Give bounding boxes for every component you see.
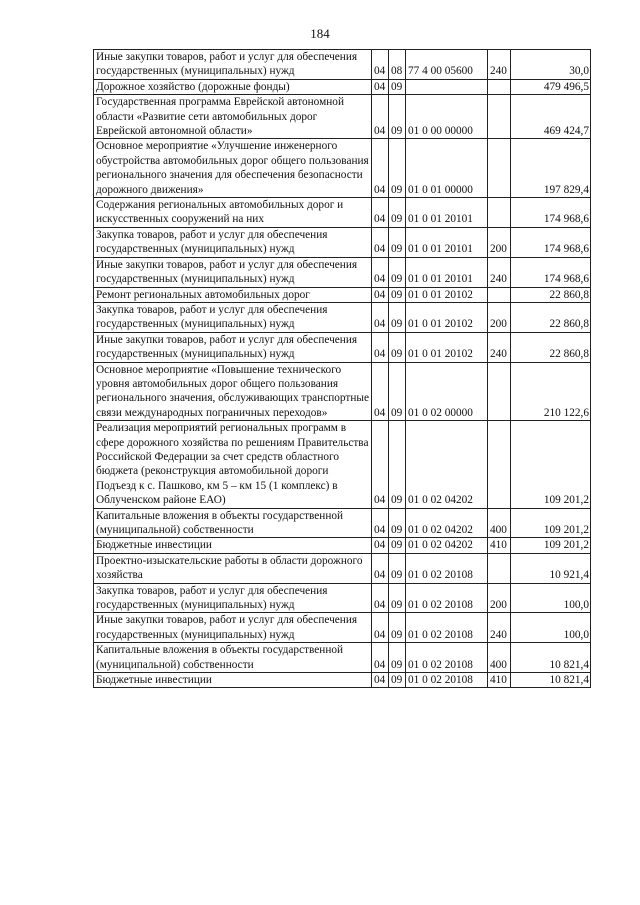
podrazdel-cell: 09 bbox=[389, 613, 406, 643]
expense-type-cell bbox=[488, 139, 511, 198]
expense-type-cell bbox=[488, 287, 511, 302]
razdel-cell: 04 bbox=[372, 227, 389, 257]
expense-type-cell bbox=[488, 79, 511, 94]
expense-name-cell: Государственная программа Еврейской автономной области «Развитие сети автомобильных дорог Еврейской автономной области» bbox=[94, 95, 372, 139]
podrazdel-cell: 09 bbox=[389, 553, 406, 583]
expense-type-cell: 240 bbox=[488, 613, 511, 643]
amount-cell: 174 968,6 bbox=[511, 257, 591, 287]
expense-type-cell: 200 bbox=[488, 302, 511, 332]
amount-cell: 109 201,2 bbox=[511, 421, 591, 508]
razdel-cell: 04 bbox=[372, 673, 389, 688]
podrazdel-cell: 09 bbox=[389, 538, 406, 553]
expense-name-cell: Закупка товаров, работ и услуг для обеспечения государственных (муниципальных) нужд bbox=[94, 302, 372, 332]
table-row bbox=[94, 643, 591, 673]
amount-cell: 469 424,7 bbox=[511, 95, 591, 139]
podrazdel-cell: 09 bbox=[389, 583, 406, 613]
table-row bbox=[94, 79, 591, 94]
amount-cell: 10 821,4 bbox=[511, 673, 591, 688]
podrazdel-cell: 09 bbox=[389, 227, 406, 257]
target-article-cell: 01 0 02 00000 bbox=[406, 362, 488, 421]
amount-cell: 22 860,8 bbox=[511, 302, 591, 332]
razdel-cell: 04 bbox=[372, 362, 389, 421]
expense-name-cell: Содержания региональных автомобильных дорог и искусственных сооружений на них bbox=[94, 198, 372, 228]
amount-cell: 174 968,6 bbox=[511, 227, 591, 257]
expense-name-cell: Иные закупки товаров, работ и услуг для обеспечения государственных (муниципальных) нужд bbox=[94, 257, 372, 287]
target-article-cell: 77 4 00 05600 bbox=[406, 50, 488, 80]
razdel-cell: 04 bbox=[372, 198, 389, 228]
razdel-cell: 04 bbox=[372, 139, 389, 198]
table-row bbox=[94, 257, 591, 287]
table-row bbox=[94, 227, 591, 257]
expense-name-cell: Иные закупки товаров, работ и услуг для обеспечения государственных (муниципальных) нужд bbox=[94, 332, 372, 362]
expense-type-cell bbox=[488, 553, 511, 583]
table-row bbox=[94, 538, 591, 553]
target-article-cell: 01 0 01 20101 bbox=[406, 257, 488, 287]
target-article-cell: 01 0 02 20108 bbox=[406, 643, 488, 673]
expense-type-cell: 410 bbox=[488, 538, 511, 553]
table-row bbox=[94, 553, 591, 583]
table-row bbox=[94, 332, 591, 362]
target-article-cell: 01 0 01 20102 bbox=[406, 287, 488, 302]
amount-cell: 30,0 bbox=[511, 50, 591, 80]
target-article-cell: 01 0 01 20101 bbox=[406, 227, 488, 257]
amount-cell: 10 821,4 bbox=[511, 643, 591, 673]
razdel-cell: 04 bbox=[372, 95, 389, 139]
expense-name-cell: Капитальные вложения в объекты государственной (муниципальной) собственности bbox=[94, 508, 372, 538]
razdel-cell: 04 bbox=[372, 538, 389, 553]
podrazdel-cell: 09 bbox=[389, 302, 406, 332]
table-row bbox=[94, 95, 591, 139]
razdel-cell: 04 bbox=[372, 583, 389, 613]
expense-name-cell: Бюджетные инвестиции bbox=[94, 538, 372, 553]
expense-type-cell bbox=[488, 95, 511, 139]
table-row bbox=[94, 421, 591, 508]
expense-name-cell: Основное мероприятие «Повышение технического уровня автомобильных дорог общего пользования регионального значения, обслуживающих транспортные связи международных пограничных переходов» bbox=[94, 362, 372, 421]
table-row bbox=[94, 673, 591, 688]
podrazdel-cell: 09 bbox=[389, 643, 406, 673]
podrazdel-cell: 09 bbox=[389, 421, 406, 508]
amount-cell: 10 921,4 bbox=[511, 553, 591, 583]
razdel-cell: 04 bbox=[372, 50, 389, 80]
expense-name-cell: Реализация мероприятий региональных программ в сфере дорожного хозяйства по решениям Правительства Российской Федерации за счет средств областного бюджета (реконструкция автомобильной дороги Подъезд к с. Пашково, км 5 – км 15 (1 комплекс) в Облученском районе ЕАО) bbox=[94, 421, 372, 508]
page-number: 184 bbox=[310, 26, 330, 41]
target-article-cell: 01 0 01 20102 bbox=[406, 302, 488, 332]
podrazdel-cell: 09 bbox=[389, 257, 406, 287]
podrazdel-cell: 09 bbox=[389, 287, 406, 302]
target-article-cell: 01 0 01 20101 bbox=[406, 198, 488, 228]
expense-name-cell: Капитальные вложения в объекты государственной (муниципальной) собственности bbox=[94, 643, 372, 673]
target-article-cell: 01 0 01 00000 bbox=[406, 139, 488, 198]
expense-type-cell: 240 bbox=[488, 50, 511, 80]
razdel-cell: 04 bbox=[372, 421, 389, 508]
podrazdel-cell: 09 bbox=[389, 198, 406, 228]
podrazdel-cell: 09 bbox=[389, 673, 406, 688]
expense-type-cell bbox=[488, 362, 511, 421]
razdel-cell: 04 bbox=[372, 79, 389, 94]
podrazdel-cell: 09 bbox=[389, 508, 406, 538]
expense-name-cell: Закупка товаров, работ и услуг для обеспечения государственных (муниципальных) нужд bbox=[94, 583, 372, 613]
expense-type-cell: 240 bbox=[488, 257, 511, 287]
table-row bbox=[94, 613, 591, 643]
amount-cell: 100,0 bbox=[511, 583, 591, 613]
podrazdel-cell: 09 bbox=[389, 139, 406, 198]
expense-name-cell: Иные закупки товаров, работ и услуг для обеспечения государственных (муниципальных) нужд bbox=[94, 50, 372, 80]
expense-name-cell: Закупка товаров, работ и услуг для обеспечения государственных (муниципальных) нужд bbox=[94, 227, 372, 257]
podrazdel-cell: 09 bbox=[389, 362, 406, 421]
table-row bbox=[94, 583, 591, 613]
razdel-cell: 04 bbox=[372, 553, 389, 583]
expense-type-cell: 400 bbox=[488, 643, 511, 673]
table-row bbox=[94, 198, 591, 228]
podrazdel-cell: 09 bbox=[389, 95, 406, 139]
razdel-cell: 04 bbox=[372, 643, 389, 673]
expense-name-cell: Дорожное хозяйство (дорожные фонды) bbox=[94, 79, 372, 94]
podrazdel-cell: 09 bbox=[389, 332, 406, 362]
expense-name-cell: Иные закупки товаров, работ и услуг для обеспечения государственных (муниципальных) нужд bbox=[94, 613, 372, 643]
target-article-cell: 01 0 02 20108 bbox=[406, 613, 488, 643]
amount-cell: 109 201,2 bbox=[511, 538, 591, 553]
podrazdel-cell: 09 bbox=[389, 79, 406, 94]
expense-type-cell: 200 bbox=[488, 227, 511, 257]
amount-cell: 210 122,6 bbox=[511, 362, 591, 421]
table-row bbox=[94, 302, 591, 332]
razdel-cell: 04 bbox=[372, 302, 389, 332]
table-row bbox=[94, 362, 591, 421]
expense-type-cell: 400 bbox=[488, 508, 511, 538]
budget-table bbox=[93, 49, 591, 688]
target-article-cell: 01 0 00 00000 bbox=[406, 95, 488, 139]
target-article-cell: 01 0 02 20108 bbox=[406, 673, 488, 688]
table-row bbox=[94, 287, 591, 302]
expense-name-cell: Основное мероприятие «Улучшение инженерного обустройства автомобильных дорог общего пользования регионального значения для обеспечения безопасности дорожного движения» bbox=[94, 139, 372, 198]
expense-type-cell: 200 bbox=[488, 583, 511, 613]
amount-cell: 22 860,8 bbox=[511, 332, 591, 362]
target-article-cell bbox=[406, 79, 488, 94]
podrazdel-cell: 08 bbox=[389, 50, 406, 80]
amount-cell: 22 860,8 bbox=[511, 287, 591, 302]
razdel-cell: 04 bbox=[372, 332, 389, 362]
razdel-cell: 04 bbox=[372, 287, 389, 302]
table-row bbox=[94, 139, 591, 198]
razdel-cell: 04 bbox=[372, 613, 389, 643]
expense-type-cell: 410 bbox=[488, 673, 511, 688]
target-article-cell: 01 0 02 20108 bbox=[406, 553, 488, 583]
expense-type-cell: 240 bbox=[488, 332, 511, 362]
expense-name-cell: Ремонт региональных автомобильных дорог bbox=[94, 287, 372, 302]
amount-cell: 197 829,4 bbox=[511, 139, 591, 198]
table-row bbox=[94, 508, 591, 538]
razdel-cell: 04 bbox=[372, 257, 389, 287]
target-article-cell: 01 0 02 04202 bbox=[406, 538, 488, 553]
target-article-cell: 01 0 01 20102 bbox=[406, 332, 488, 362]
target-article-cell: 01 0 02 04202 bbox=[406, 421, 488, 508]
razdel-cell: 04 bbox=[372, 508, 389, 538]
target-article-cell: 01 0 02 04202 bbox=[406, 508, 488, 538]
budget-table-body bbox=[94, 50, 591, 688]
target-article-cell: 01 0 02 20108 bbox=[406, 583, 488, 613]
amount-cell: 109 201,2 bbox=[511, 508, 591, 538]
amount-cell: 479 496,5 bbox=[511, 79, 591, 94]
amount-cell: 100,0 bbox=[511, 613, 591, 643]
expense-name-cell: Бюджетные инвестиции bbox=[94, 673, 372, 688]
expense-type-cell bbox=[488, 421, 511, 508]
expense-type-cell bbox=[488, 198, 511, 228]
expense-name-cell: Проектно-изыскательские работы в области дорожного хозяйства bbox=[94, 553, 372, 583]
table-row bbox=[94, 50, 591, 80]
amount-cell: 174 968,6 bbox=[511, 198, 591, 228]
